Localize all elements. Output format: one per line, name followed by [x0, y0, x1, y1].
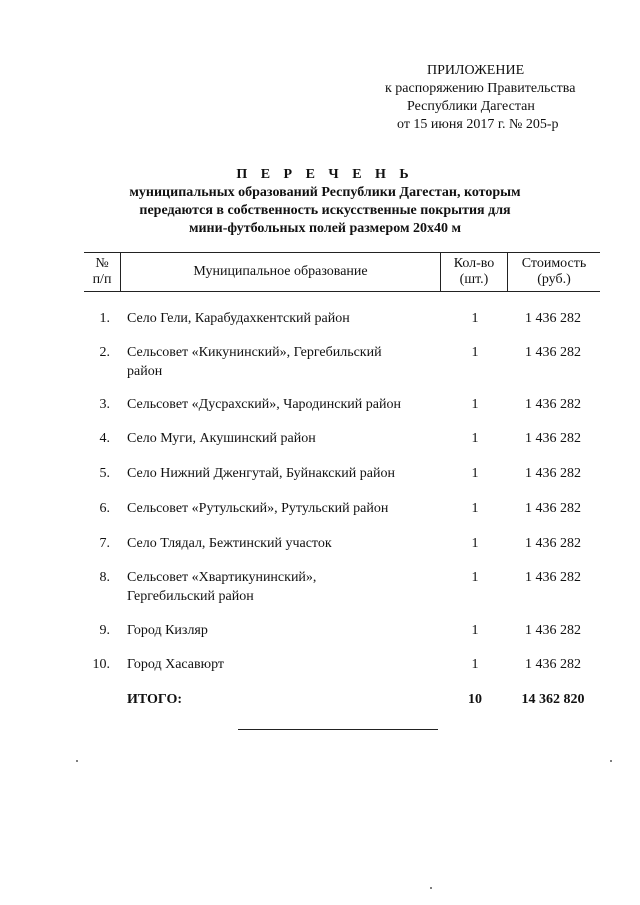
- row-name: Город Кизляр: [127, 623, 208, 638]
- row-cost: 1 436 282: [525, 536, 581, 551]
- heading-title: П Е Р Е Ч Е Н Ь: [236, 167, 414, 182]
- row-quantity: 1: [471, 311, 479, 326]
- total-cost: 14 362 820: [521, 692, 585, 707]
- scan-speck: [430, 887, 432, 889]
- row-quantity: 1: [471, 570, 479, 585]
- row-cost: 1 436 282: [525, 466, 581, 481]
- row-number: 9.: [99, 623, 110, 638]
- appendix-line-republic: Республики Дагестан: [407, 99, 535, 114]
- appendix-block: [385, 62, 615, 134]
- row-name: Село Гели, Карабудахкентский район: [127, 311, 350, 326]
- row-quantity: 1: [471, 536, 479, 551]
- appendix-line-date: от 15 июня 2017 г. № 205-р: [397, 117, 559, 132]
- table-header-top-border: [84, 252, 600, 253]
- row-number: 1.: [99, 311, 110, 326]
- heading-line-1: муниципальных образований Республики Дагестан, которым: [129, 185, 521, 200]
- row-number: 2.: [99, 345, 110, 360]
- row-name: Сельсовет «Кикунинский», Гергебильский район: [127, 345, 382, 379]
- row-number: 3.: [99, 397, 110, 412]
- row-cost: 1 436 282: [525, 657, 581, 672]
- scan-speck: [610, 760, 612, 762]
- document-heading: [90, 166, 560, 238]
- heading-line-3: мини-футбольных полей размером 20х40 м: [188, 221, 462, 236]
- row-quantity: 1: [471, 657, 479, 672]
- row-number: 8.: [99, 570, 110, 585]
- row-cost: 1 436 282: [525, 501, 581, 516]
- total-quantity: 10: [468, 692, 482, 707]
- row-name: Сельсовет «Хвартикунинский», Гергебильский район: [127, 570, 317, 604]
- header-municipality: Муниципальное образование: [193, 264, 368, 279]
- row-name: Город Хасавюрт: [127, 657, 225, 672]
- row-name: Сельсовет «Дусрахский», Чародинский район: [127, 397, 401, 412]
- row-number: 5.: [99, 466, 110, 481]
- row-number: 10.: [92, 657, 110, 672]
- row-name: Сельсовет «Рутульский», Рутульский район: [127, 501, 389, 516]
- heading-line-2: передаются в собственность искусственные покрытия для: [139, 203, 511, 218]
- row-quantity: 1: [471, 431, 479, 446]
- closing-divider: [238, 729, 438, 730]
- row-number: 4.: [99, 431, 110, 446]
- total-label: ИТОГО:: [127, 692, 183, 707]
- row-cost: 1 436 282: [525, 311, 581, 326]
- header-number: № п/п: [92, 256, 112, 287]
- row-quantity: 1: [471, 623, 479, 638]
- row-name: Село Муги, Акушинский район: [127, 431, 316, 446]
- row-quantity: 1: [471, 501, 479, 516]
- table-header-bottom-border: [84, 291, 600, 292]
- row-number: 6.: [99, 501, 110, 516]
- row-cost: 1 436 282: [525, 431, 581, 446]
- appendix-line-decree: к распоряжению Правительства: [385, 81, 576, 96]
- row-cost: 1 436 282: [525, 397, 581, 412]
- row-cost: 1 436 282: [525, 570, 581, 585]
- row-quantity: 1: [471, 345, 479, 360]
- row-number: 7.: [99, 536, 110, 551]
- scan-speck: [76, 760, 78, 762]
- row-name: Село Нижний Дженгутай, Буйнакский район: [127, 466, 395, 481]
- row-cost: 1 436 282: [525, 345, 581, 360]
- appendix-title: ПРИЛОЖЕНИЕ: [427, 63, 525, 78]
- row-name: Село Тлядал, Бежтинский участок: [127, 536, 332, 551]
- row-cost: 1 436 282: [525, 623, 581, 638]
- row-quantity: 1: [471, 466, 479, 481]
- header-quantity: Кол-во (шт.): [453, 256, 495, 287]
- header-cost: Стоимость (руб.): [521, 256, 587, 287]
- row-quantity: 1: [471, 397, 479, 412]
